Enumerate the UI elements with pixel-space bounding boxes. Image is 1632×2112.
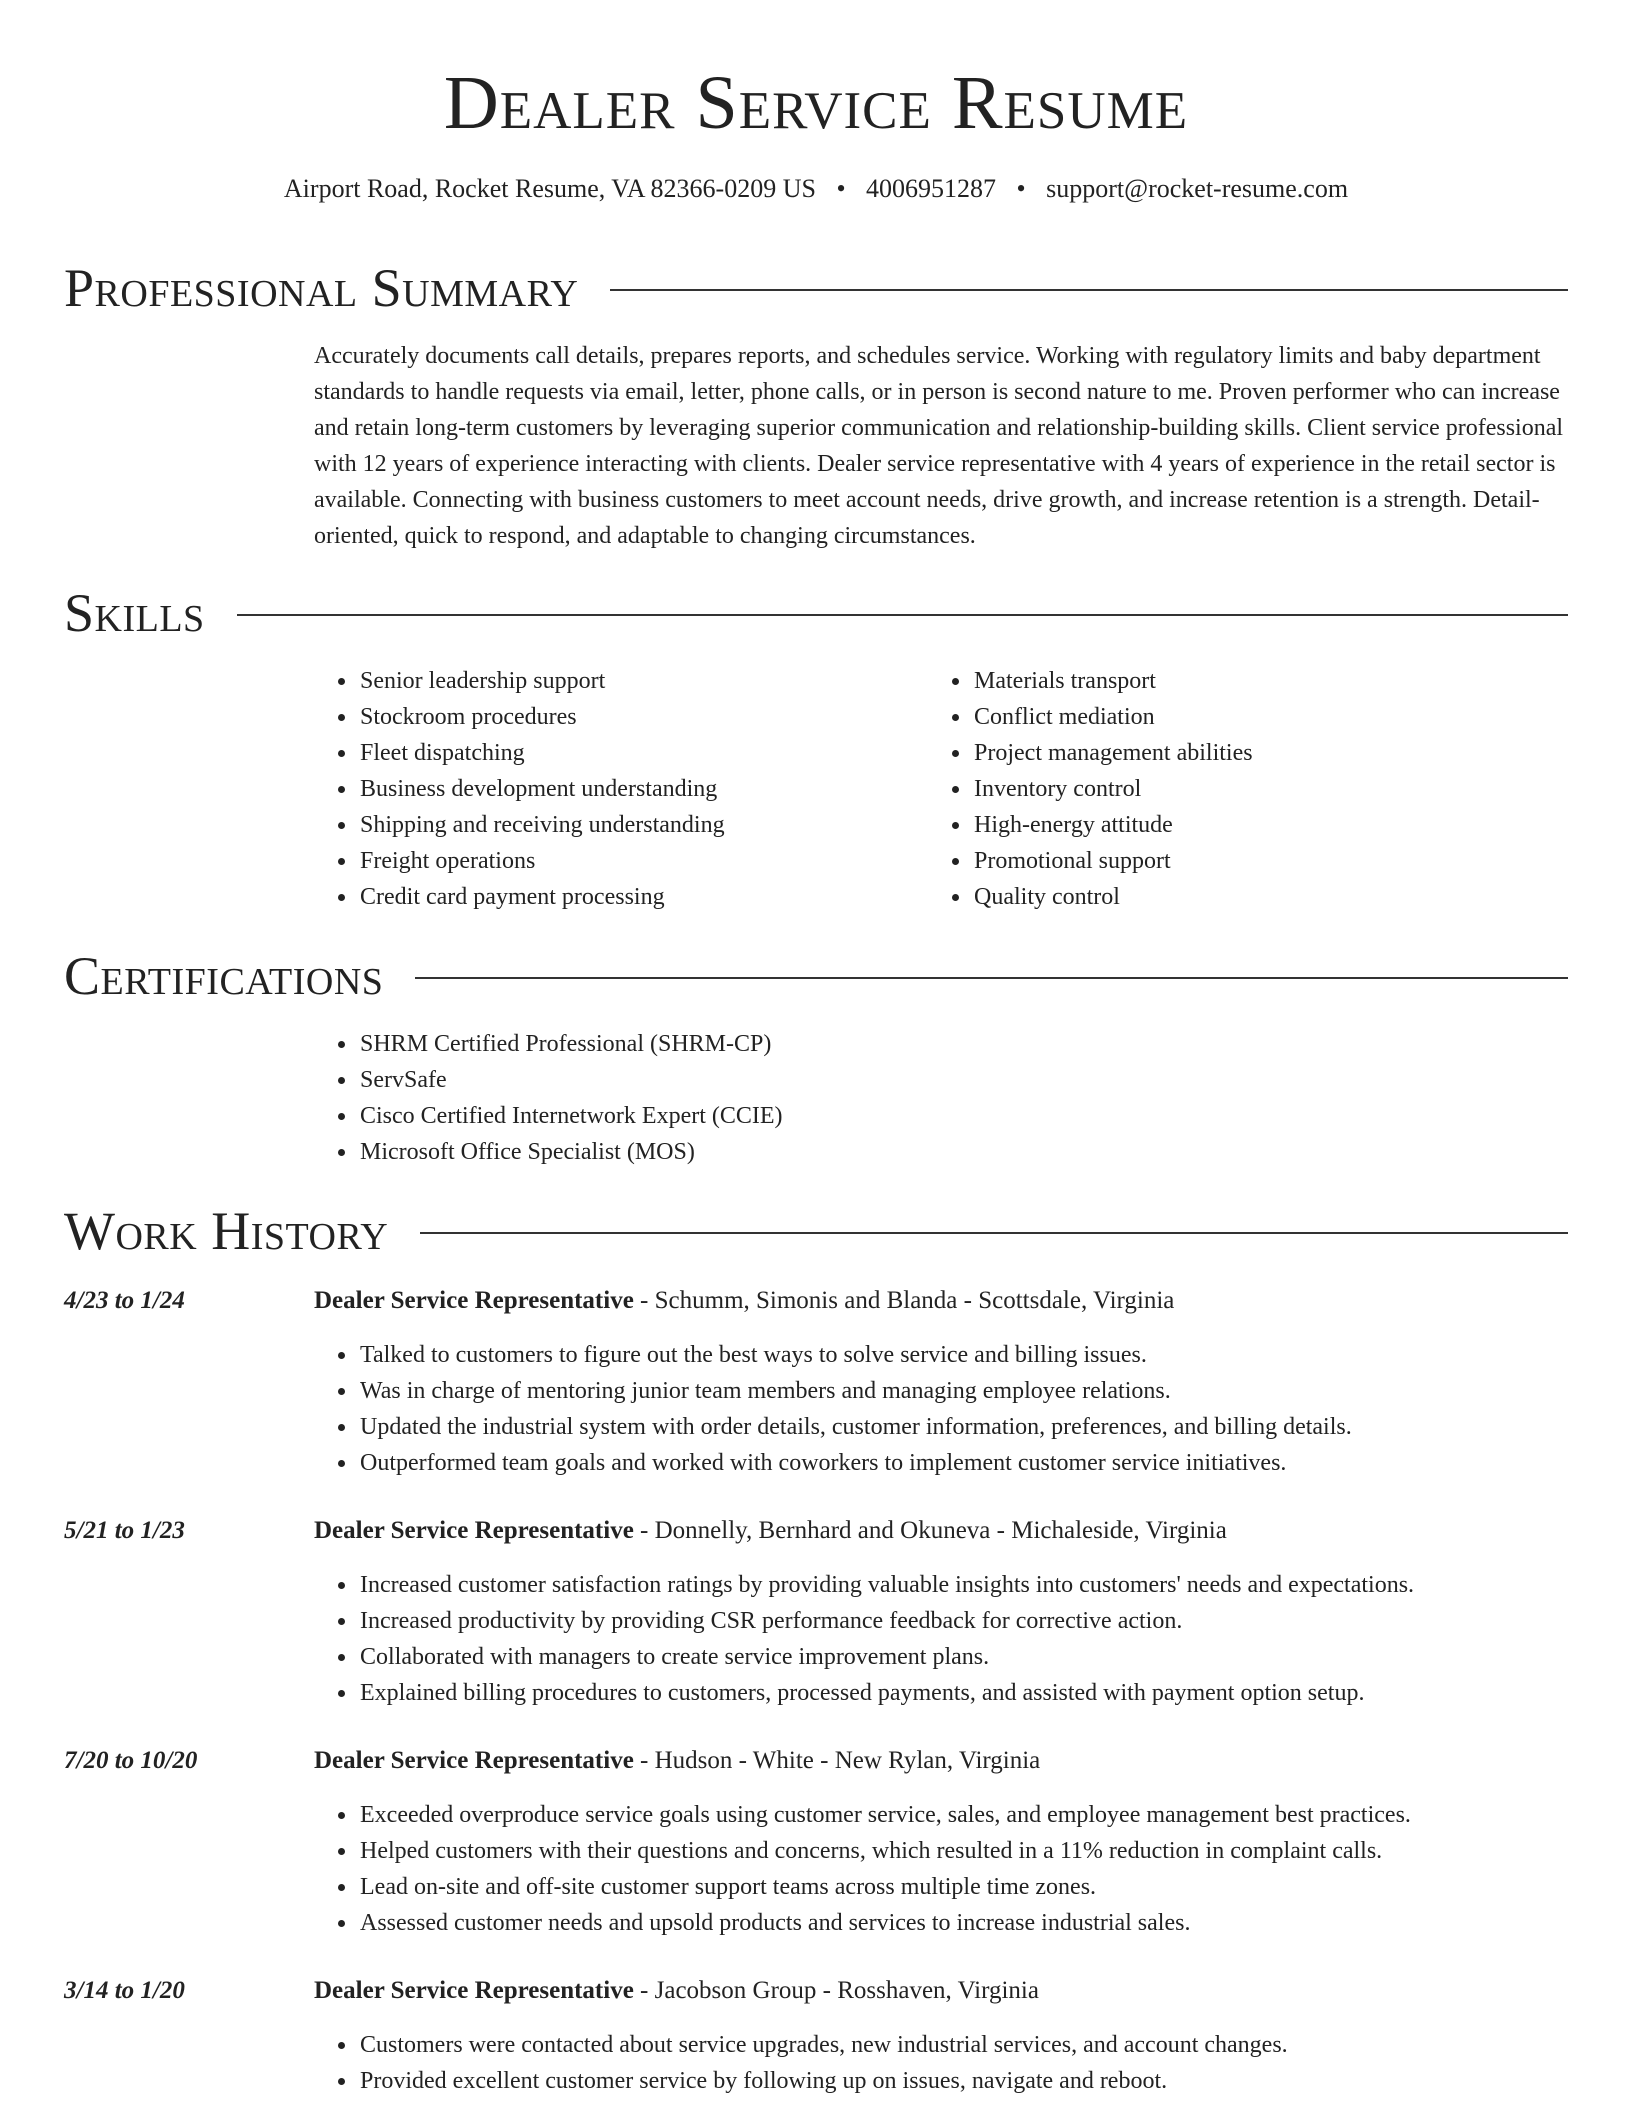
skill-item: • Senior leadership support [358,663,914,699]
job-title: Dealer Service Representative [314,1977,634,2004]
job-dates: 3/14 to 1/20 [64,1977,185,2004]
skills-list-left [314,663,914,915]
job-bullet: • Outperformed team goals and worked with coworkers to implement customer service initiatives. [358,1445,1576,1481]
skill-item: • Project management abilities [972,735,1568,771]
certifications-block [314,1026,783,1170]
work-history-section-header [64,1199,1568,1263]
job-bullet: • Helped customers with their questions and concerns, which resulted in a 11% reduction in complaint calls. [358,1833,1576,1869]
skill-item: • High-energy attitude [972,807,1568,843]
skill-item: • Conflict mediation [972,699,1568,735]
summary-heading: Professional Summary [64,258,579,318]
job-bullet: • Exceeded overproduce service goals using customer service, sales, and employee management best practices. [358,1797,1576,1833]
job-bullets [314,1567,1576,1711]
job-dates: 5/21 to 1/23 [64,1517,185,1544]
skill-item: • Freight operations [358,843,914,879]
job-title: Dealer Service Representative [314,1287,634,1314]
skill-item: • Materials transport [972,663,1568,699]
job-dates: 4/23 to 1/24 [64,1287,185,1314]
job-bullet: • Increased productivity by providing CSR performance feedback for corrective action. [358,1603,1576,1639]
address: Airport Road, Rocket Resume, VA 82366-0209 US [283,174,816,203]
skills-list-right [928,663,1568,915]
certifications-heading: Certifications [64,946,384,1006]
skill-item: • Quality control [972,879,1568,915]
job-title-line [314,1973,1039,2009]
certification-item: • SHRM Certified Professional (SHRM-CP) [358,1026,783,1062]
skills-left-column [314,663,914,915]
section-divider [420,1232,1568,1234]
job-employer: - Donnelly, Bernhard and Okuneva - Michaleside, Virginia [633,1517,1227,1544]
certifications-section-header [64,944,1568,1008]
job-bullet: • Collaborated with managers to create service improvement plans. [358,1639,1576,1675]
skill-item: • Credit card payment processing [358,879,914,915]
job-bullets [314,2027,1576,2099]
job-bullet: • Was in charge of mentoring junior team members and managing employee relations. [358,1373,1576,1409]
job-title-line [314,1743,1040,1779]
job-bullet: • Updated the industrial system with order details, customer information, preferences, and billing details. [358,1409,1576,1445]
section-divider [415,977,1568,979]
job-title-line [314,1513,1227,1549]
job-dates: 7/20 to 10/20 [64,1747,198,1774]
job-bullet: • Explained billing procedures to customers, processed payments, and assisted with payment option setup. [358,1675,1576,1711]
job-bullets [314,1337,1576,1481]
certification-item: • Cisco Certified Internetwork Expert (CCIE) [358,1098,783,1134]
section-divider [610,289,1568,291]
skills-heading: Skills [64,583,205,643]
job-bullet: • Increased customer satisfaction ratings by providing valuable insights into customers' needs and expectations. [358,1567,1576,1603]
resume-title: Dealer Service Resume [443,61,1189,145]
certification-item: • ServSafe [358,1062,783,1098]
job-title: Dealer Service Representative [314,1747,634,1774]
job-bullet: • Provided excellent customer service by following up on issues, navigate and reboot. [358,2063,1576,2099]
job-employer: - Schumm, Simonis and Blanda - Scottsdale, Virginia [633,1287,1175,1314]
skill-item: • Shipping and receiving understanding [358,807,914,843]
contact-line [0,172,1632,206]
skills-section-header [64,581,1568,645]
job-employer: - Jacobson Group - Rosshaven, Virginia [633,1977,1039,2004]
skill-item: • Business development understanding [358,771,914,807]
skill-item: • Stockroom procedures [358,699,914,735]
section-divider [237,614,1568,616]
job-bullet: • Lead on-site and off-site customer support teams across multiple time zones. [358,1869,1576,1905]
certification-item: • Microsoft Office Specialist (MOS) [358,1134,783,1170]
summary-text: Accurately documents call details, prepares reports, and schedules service. Working with regulatory limits and baby department standards to handle requests via email, letter, phone calls, or in person is second nature to me. Proven performer who can increase and retain long-term customers by leveraging superior communication and relationship-building skills. Client service professional with 12 years of experience interacting with clients. Dealer service representative with 4 years of experience in the retail sector is available. Connecting with business customers to meet account needs, drive growth, and increase retention is a strength. Detail-oriented, quick to respond, and adaptable to changing circumstances. [314,343,1564,549]
job-bullet: • Talked to customers to figure out the best ways to solve service and billing issues. [358,1337,1576,1373]
skill-item: • Promotional support [972,843,1568,879]
email: support@rocket-resume.com [1046,174,1349,203]
summary-section-header [64,256,1568,320]
certifications-list [314,1026,783,1170]
phone: 4006951287 [866,174,997,203]
separator-dot: • [836,174,846,203]
job-bullets [314,1797,1576,1941]
job-employer: - Hudson - White - New Rylan, Virginia [633,1747,1041,1774]
job-bullet: • Customers were contacted about service upgrades, new industrial services, and account changes. [358,2027,1576,2063]
skills-right-column [928,663,1568,915]
skill-item: • Fleet dispatching [358,735,914,771]
job-bullet: • Assessed customer needs and upsold products and services to increase industrial sales. [358,1905,1576,1941]
job-title: Dealer Service Representative [314,1517,634,1544]
job-title-line [314,1283,1174,1319]
work-history-heading: Work History [64,1201,389,1261]
skill-item: • Inventory control [972,771,1568,807]
separator-dot: • [1016,174,1026,203]
